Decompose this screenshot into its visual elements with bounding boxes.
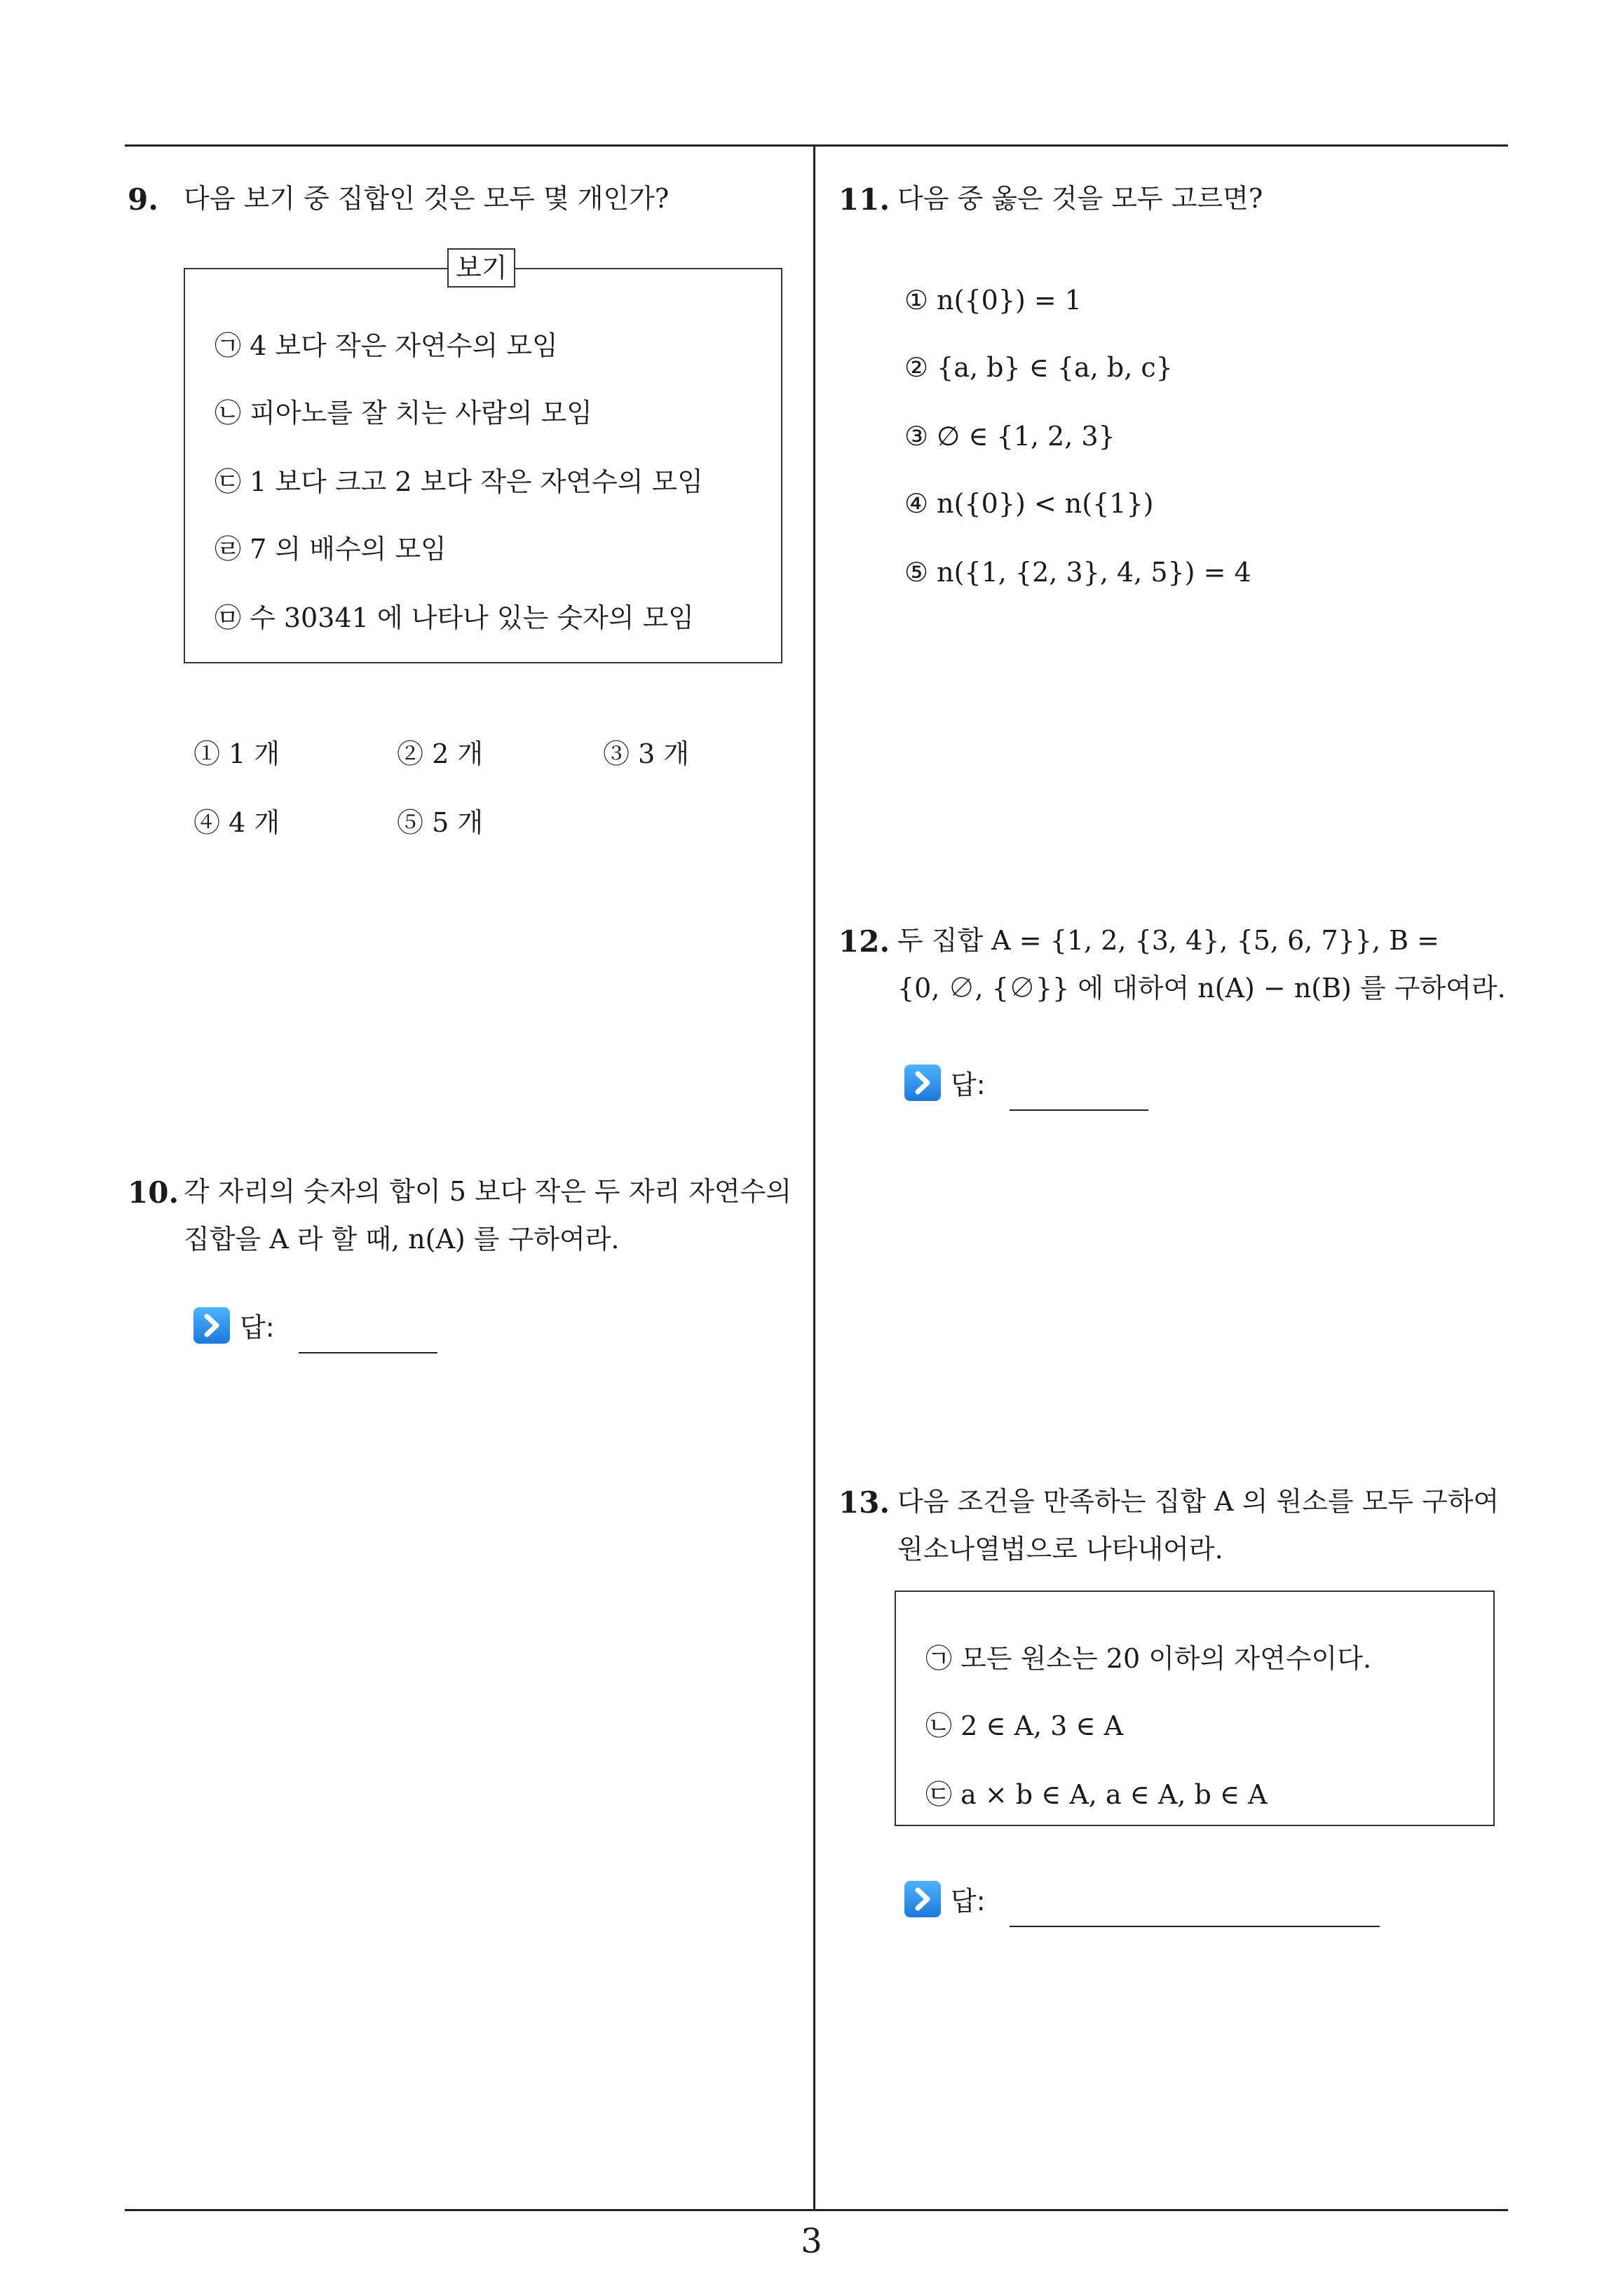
q11-choice[interactable]: ④ n({0}) < n({1}) xyxy=(904,488,1154,519)
q13-item: ㉢ a × b ∈ A, a ∈ A, b ∈ A xyxy=(925,1779,1268,1810)
chevron-right-icon xyxy=(904,1881,941,1917)
bottom-rule xyxy=(125,2209,1508,2211)
q12-answer-label: 답: xyxy=(951,1069,986,1100)
q9-choice[interactable]: ① 1 개 xyxy=(193,738,280,769)
q12-answer-blank[interactable] xyxy=(1010,1109,1148,1111)
chevron-right-icon xyxy=(904,1065,941,1101)
q13-item: ㉡ 2 ∈ A, 3 ∈ A xyxy=(925,1710,1124,1741)
q12-text-line1: 두 집합 A = {1, 2, {3, 4}, {5, 6, 7}}, B = xyxy=(897,925,1439,956)
q9-item: ㉠ 4 보다 작은 자연수의 모임 xyxy=(215,330,558,361)
q10-answer-blank[interactable] xyxy=(299,1352,437,1353)
q9-choice[interactable]: ④ 4 개 xyxy=(193,807,280,838)
q9-item: ㉤ 수 30341 에 나타나 있는 숫자의 모임 xyxy=(215,602,694,633)
top-rule xyxy=(125,144,1508,147)
q9-text: 다음 보기 중 집합인 것은 모두 몇 개인가? xyxy=(184,183,670,214)
q10-text-line2: 집합을 A 라 할 때, n(A) 를 구하여라. xyxy=(184,1224,620,1255)
q11-choice[interactable]: ② {a, b} ∈ {a, b, c} xyxy=(904,352,1173,383)
q10-text-line1: 각 자리의 숫자의 합이 5 보다 작은 두 자리 자연수의 xyxy=(184,1176,792,1207)
q12-number: 12. xyxy=(838,924,890,959)
q9-number: 9. xyxy=(128,182,158,217)
q11-choice[interactable]: ⑤ n({1, {2, 3}, 4, 5}) = 4 xyxy=(904,557,1251,588)
q9-item: ㉢ 1 보다 크고 2 보다 작은 자연수의 모임 xyxy=(215,466,703,497)
q13-answer-label: 답: xyxy=(951,1886,986,1917)
q12-answer xyxy=(904,1063,986,1102)
q13-text-line2: 원소나열법으로 나타내어라. xyxy=(897,1534,1223,1565)
q10-answer xyxy=(193,1306,275,1344)
q12-text-line2: {0, ∅, {∅}} 에 대하여 n(A) − n(B) 를 구하여라. xyxy=(897,973,1506,1004)
q9-box-title: 보기 xyxy=(447,248,515,288)
q10-answer-label: 답: xyxy=(240,1312,275,1343)
q11-number: 11. xyxy=(838,182,890,217)
q13-answer-blank[interactable] xyxy=(1010,1926,1380,1927)
q9-choice[interactable]: ③ 3 개 xyxy=(603,738,690,769)
q10-number: 10. xyxy=(128,1175,179,1210)
column-divider xyxy=(813,146,815,2210)
q11-choice[interactable]: ③ ∅ ∈ {1, 2, 3} xyxy=(904,421,1115,452)
q13-number: 13. xyxy=(838,1485,890,1520)
q11-choice[interactable]: ① n({0}) = 1 xyxy=(904,285,1082,316)
q9-item: ㉡ 피아노를 잘 치는 사람의 모임 xyxy=(215,398,592,428)
q13-text-line1: 다음 조건을 만족하는 집합 A 의 원소를 모두 구하여 xyxy=(897,1486,1500,1517)
q9-item: ㉣ 7 의 배수의 모임 xyxy=(215,534,447,565)
q13-item: ㉠ 모든 원소는 20 이하의 자연수이다. xyxy=(925,1643,1372,1674)
chevron-right-icon xyxy=(193,1307,230,1344)
q11-text: 다음 중 옳은 것을 모두 고르면? xyxy=(897,183,1263,214)
q9-choice[interactable]: ⑤ 5 개 xyxy=(397,807,484,838)
q13-answer xyxy=(904,1879,986,1918)
page-number: 3 xyxy=(801,2222,822,2261)
q9-choice[interactable]: ② 2 개 xyxy=(397,738,484,769)
